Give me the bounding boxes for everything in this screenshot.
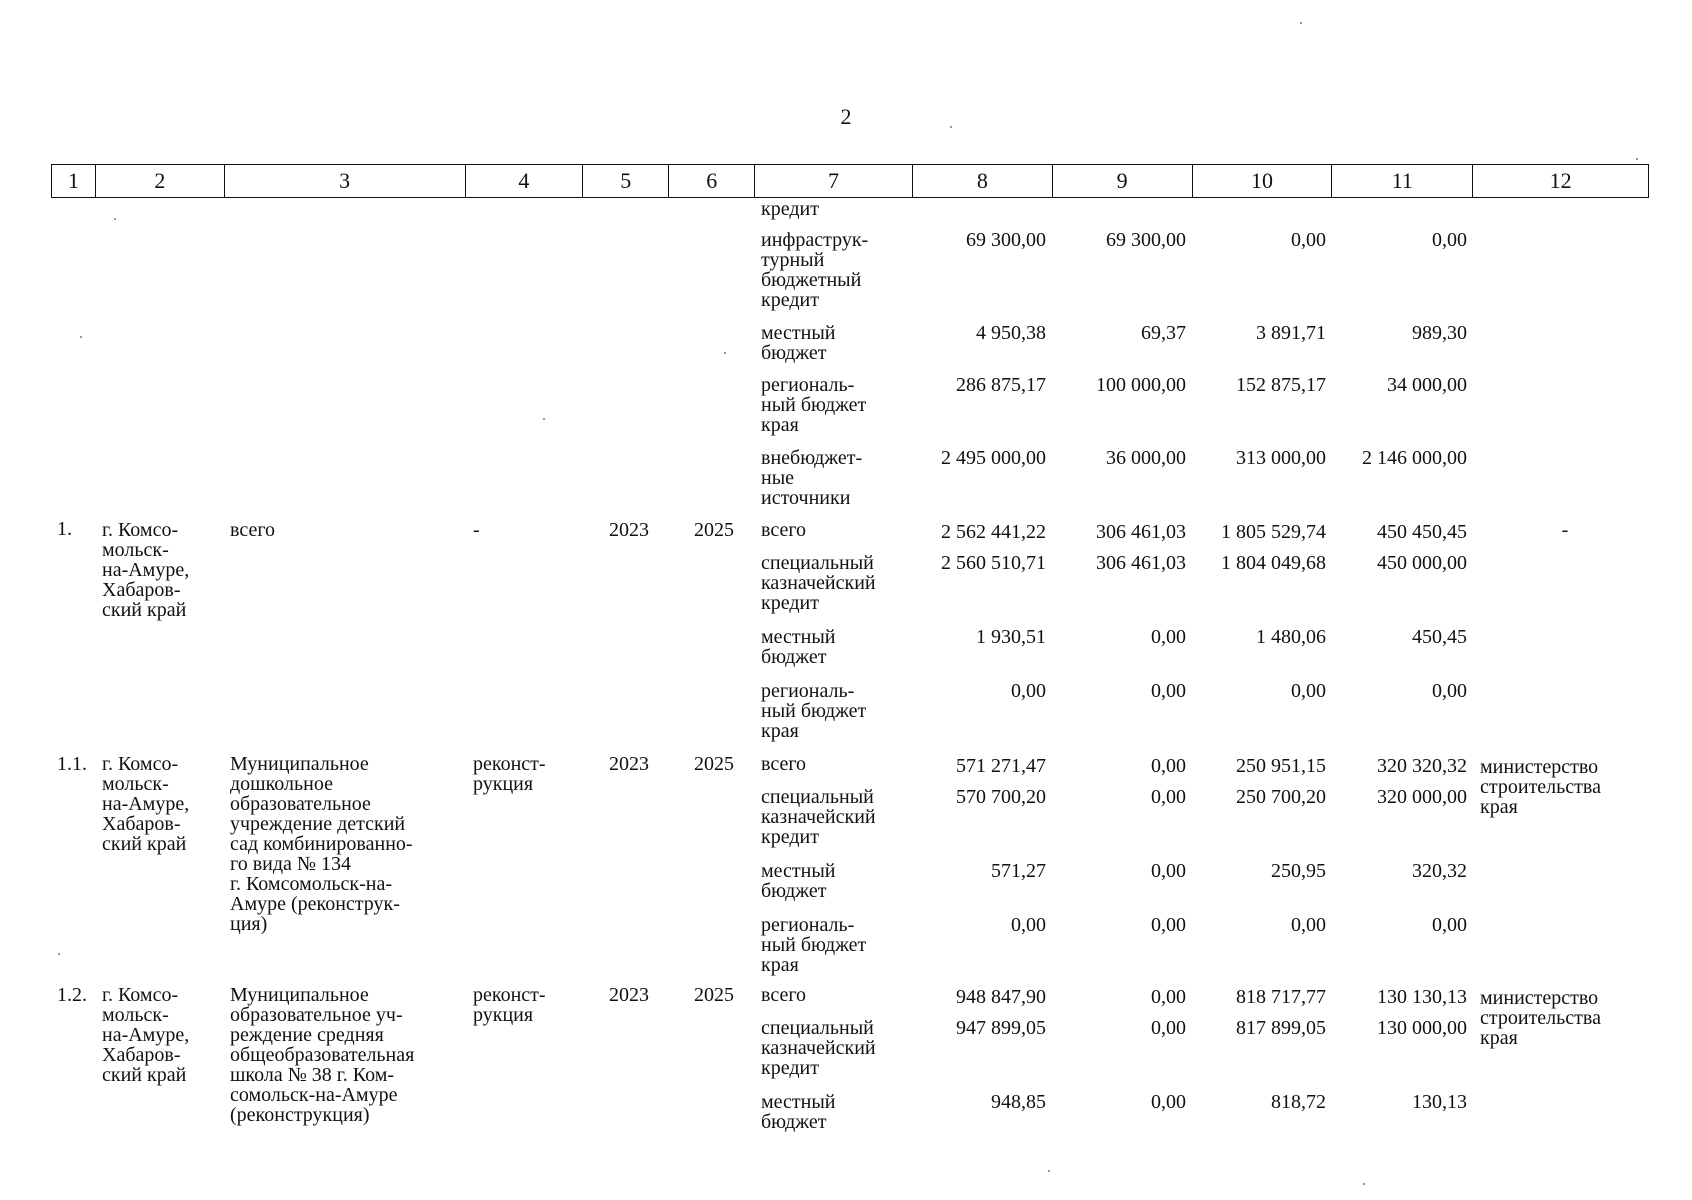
- cell-v9: 69,37: [1141, 322, 1186, 344]
- cell-source: региональ- ный бюджет края: [761, 374, 867, 436]
- cell-resp: министерство строительства края: [1480, 987, 1601, 1049]
- cell-place: г. Комсо- мольск- на-Амуре, Хабаров- ский край: [102, 753, 190, 855]
- cell-object: всего: [230, 519, 276, 541]
- cell-v8: 0,00: [1011, 914, 1046, 936]
- cell-v10: 250 951,15: [1236, 755, 1326, 777]
- scan-speck: [950, 126, 952, 128]
- cell-start: 2023: [609, 984, 649, 1006]
- cell-v8: 571,27: [991, 860, 1046, 882]
- cell-resp: -: [1561, 519, 1569, 541]
- cell-place: г. Комсо- мольск- на-Амуре, Хабаров- ский край: [102, 519, 190, 621]
- cell-no: 1.: [57, 518, 72, 540]
- cell-v9: 0,00: [1151, 755, 1186, 777]
- cell-source: региональ- ный бюджет края: [761, 680, 867, 742]
- cell-source: внебюджет- ные источники: [761, 447, 863, 509]
- header-col-5: 5: [583, 165, 669, 197]
- cell-v10: 0,00: [1291, 680, 1326, 702]
- cell-v9: 306 461,03: [1096, 521, 1186, 543]
- cell-v10: 1 804 049,68: [1221, 552, 1326, 574]
- cell-v8: 0,00: [1011, 680, 1046, 702]
- cell-end: 2025: [694, 753, 734, 775]
- cell-v11: 2 146 000,00: [1362, 447, 1467, 469]
- scan-speck: [1636, 158, 1638, 160]
- scan-speck: [58, 953, 60, 955]
- cell-v8: 948,85: [991, 1091, 1046, 1113]
- header-col-9: 9: [1053, 165, 1193, 197]
- cell-no: 1.2.: [57, 984, 87, 1006]
- cell-resp: министерство строительства края: [1480, 756, 1601, 818]
- cell-work: реконст- рукция: [473, 984, 546, 1026]
- cell-v11: 450 450,45: [1377, 521, 1467, 543]
- cell-v10: 1 480,06: [1256, 626, 1326, 648]
- cell-source: специальный казначейский кредит: [761, 786, 876, 848]
- cell-v10: 817 899,05: [1236, 1017, 1326, 1039]
- cell-source: местный бюджет: [761, 1091, 836, 1133]
- cell-v11: 0,00: [1432, 680, 1467, 702]
- header-col-1: 1: [52, 165, 96, 197]
- cell-v11: 450 000,00: [1377, 552, 1467, 574]
- cell-v11: 450,45: [1412, 626, 1467, 648]
- cell-v11: 130,13: [1412, 1091, 1467, 1113]
- cell-start: 2023: [609, 753, 649, 775]
- cell-v10: 0,00: [1291, 229, 1326, 251]
- cell-v9: 100 000,00: [1096, 374, 1186, 396]
- cell-v10: 0,00: [1291, 914, 1326, 936]
- cell-v11: 320 000,00: [1377, 786, 1467, 808]
- cell-v8: 948 847,90: [956, 986, 1046, 1008]
- cell-end: 2025: [694, 984, 734, 1006]
- cell-end: 2025: [694, 519, 734, 541]
- cell-v8: 571 271,47: [956, 755, 1046, 777]
- cell-v11: 320,32: [1412, 860, 1467, 882]
- cell-v10: 250 700,20: [1236, 786, 1326, 808]
- cell-v9: 0,00: [1151, 1017, 1186, 1039]
- cell-v10: 3 891,71: [1256, 322, 1326, 344]
- header-col-8: 8: [913, 165, 1053, 197]
- cell-v9: 306 461,03: [1096, 552, 1186, 574]
- scan-speck: [1048, 1170, 1050, 1172]
- header-col-7: 7: [755, 165, 913, 197]
- table-header: [51, 164, 1649, 198]
- header-col-3: 3: [225, 165, 466, 197]
- header-col-12: 12: [1549, 168, 1572, 193]
- cell-source: инфраструк- турный бюджетный кредит: [761, 229, 869, 311]
- cell-source: всего: [761, 984, 807, 1006]
- cell-v8: 69 300,00: [966, 229, 1046, 251]
- cell-v9: 0,00: [1151, 860, 1186, 882]
- cell-v8: 2 495 000,00: [941, 447, 1046, 469]
- cell-v9: 0,00: [1151, 914, 1186, 936]
- cell-no: 1.1.: [57, 753, 87, 775]
- cell-v10: 313 000,00: [1236, 447, 1326, 469]
- header-col-4: 4: [466, 165, 584, 197]
- cell-v9: 69 300,00: [1106, 229, 1186, 251]
- cell-v8: 947 899,05: [956, 1017, 1046, 1039]
- cell-v9: 0,00: [1151, 680, 1186, 702]
- cell-v11: 320 320,32: [1377, 755, 1467, 777]
- cell-v10: 250,95: [1271, 860, 1326, 882]
- scan-speck: [543, 418, 545, 420]
- cell-start: 2023: [609, 519, 649, 541]
- cell-source: местный бюджет: [761, 626, 836, 668]
- cell-v8: 2 562 441,22: [941, 521, 1046, 543]
- cell-work: реконст- рукция: [473, 753, 546, 795]
- cell-v9: 0,00: [1151, 786, 1186, 808]
- cell-v10: 818,72: [1271, 1091, 1326, 1113]
- cell-v10: 1 805 529,74: [1221, 521, 1326, 543]
- cell-v11: 130 000,00: [1377, 1017, 1467, 1039]
- cell-place: г. Комсо- мольск- на-Амуре, Хабаров- ский край: [102, 984, 190, 1086]
- cell-v11: 0,00: [1432, 914, 1467, 936]
- header-col-10: 10: [1193, 165, 1333, 197]
- cell-v11: 0,00: [1432, 229, 1467, 251]
- cell-object: Муниципальное образовательное уч- реждение средняя общеобразовательная школа № 38 г. Ком- сомольск-на-Амуре (реконструкция): [230, 984, 415, 1126]
- cell-source: кредит: [761, 198, 819, 220]
- cell-source: региональ- ный бюджет края: [761, 914, 867, 976]
- cell-source: местный бюджет: [761, 322, 836, 364]
- cell-source: всего: [761, 753, 807, 775]
- page-number: 2: [840, 104, 852, 129]
- scan-speck: [1363, 1183, 1365, 1185]
- cell-v9: 0,00: [1151, 626, 1186, 648]
- cell-v11: 34 000,00: [1387, 374, 1467, 396]
- cell-v10: 818 717,77: [1236, 986, 1326, 1008]
- cell-source: местный бюджет: [761, 860, 836, 902]
- cell-v9: 0,00: [1151, 1091, 1186, 1113]
- cell-object: Муниципальное дошкольное образовательное учреждение детский сад комбинированно- го вида № 134 г. Комсомольск-на- Амуре (реконструк- ция): [230, 753, 413, 935]
- cell-v8: 1 930,51: [976, 626, 1046, 648]
- cell-v11: 989,30: [1412, 322, 1467, 344]
- cell-v8: 4 950,38: [976, 322, 1046, 344]
- scan-speck: [114, 218, 116, 220]
- cell-source: всего: [761, 519, 807, 541]
- cell-v8: 286 875,17: [956, 374, 1046, 396]
- header-col-11: 11: [1332, 165, 1473, 197]
- scan-speck: [724, 352, 726, 354]
- scan-speck: [80, 336, 82, 338]
- header-col-2: 2: [96, 165, 225, 197]
- header-col-6: 6: [669, 165, 755, 197]
- cell-source: специальный казначейский кредит: [761, 552, 876, 614]
- cell-source: специальный казначейский кредит: [761, 1017, 876, 1079]
- cell-v9: 0,00: [1151, 986, 1186, 1008]
- scan-speck: [1300, 22, 1302, 24]
- cell-v11: 130 130,13: [1377, 986, 1467, 1008]
- cell-work: -: [473, 519, 480, 541]
- cell-v8: 570 700,20: [956, 786, 1046, 808]
- cell-v8: 2 560 510,71: [941, 552, 1046, 574]
- cell-v10: 152 875,17: [1236, 374, 1326, 396]
- cell-v9: 36 000,00: [1106, 447, 1186, 469]
